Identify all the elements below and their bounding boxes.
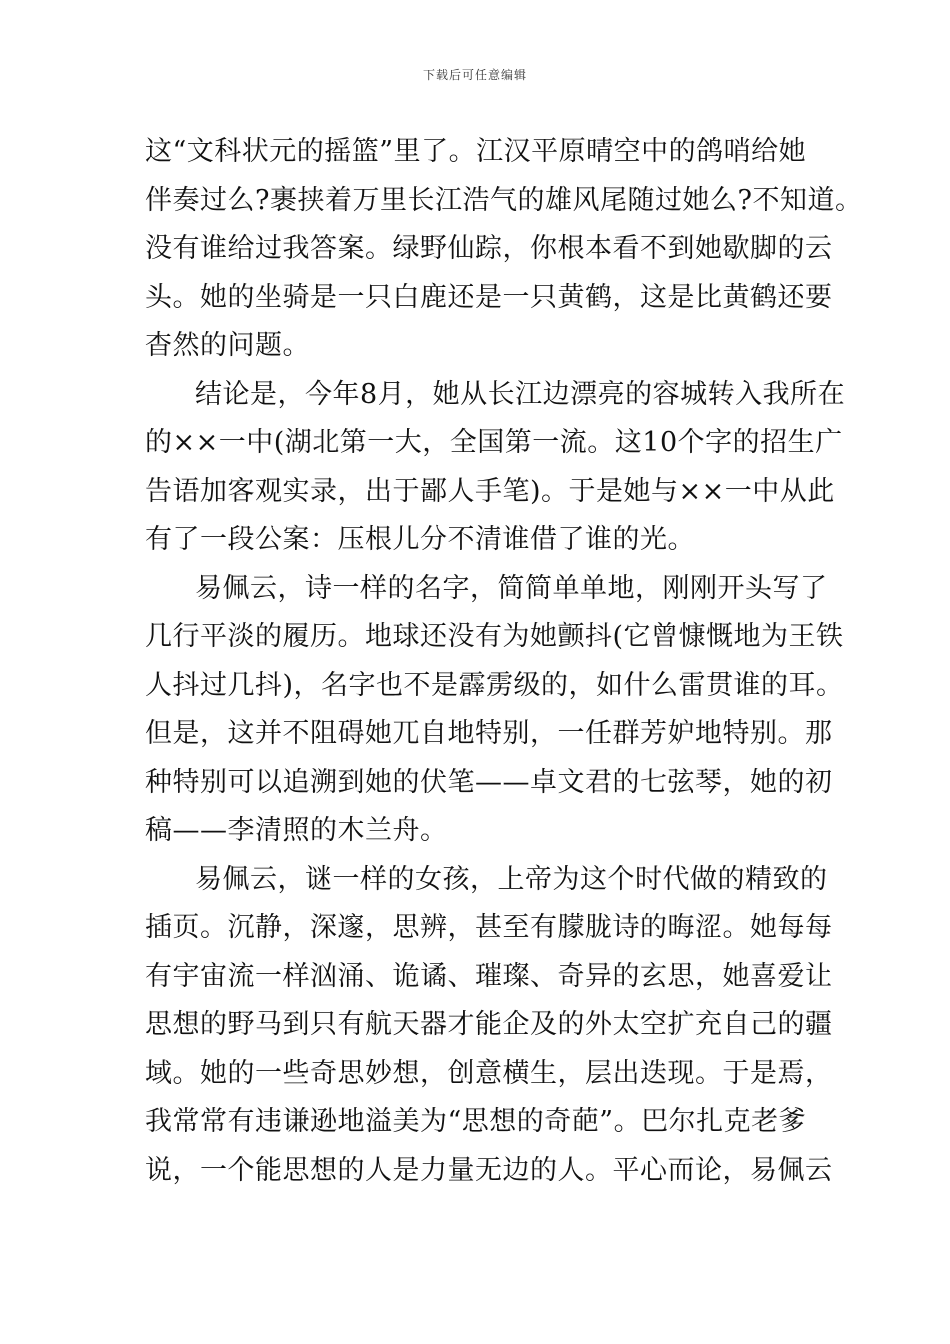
text-line: 但是，这并不阻碍她兀自地特别，一任群芳妒地特别。那 <box>145 718 833 749</box>
text-line: 伴奏过么?裹挟着万里长江浩气的雄风尾随过她么?不知道。 <box>145 184 863 216</box>
text-line: 的××一中(湖北第一大，全国第一流。这10个字的招生广 <box>145 427 843 458</box>
text-line: 插页。沉静，深邃，思辨，甚至有朦胧诗的晦涩。她每每 <box>145 912 833 943</box>
text-line: 我常常有违谦逊地溢美为“思想的奇葩”。巴尔扎克老爹 <box>145 1106 807 1137</box>
text-line: 思想的野马到只有航天器才能企及的外太空扩充自己的疆 <box>145 1009 833 1040</box>
paragraph-first-line: 易佩云，谜一样的女孩，上帝为这个时代做的精致的 <box>195 863 828 895</box>
text-line: 这“文科状元的摇篮”里了。江汉平原晴空中的鸽哨给她 <box>145 136 807 167</box>
paragraph-first-line: 易佩云，诗一样的名字，简简单单地，刚刚开头写了 <box>195 572 828 604</box>
text-line: 杳然的问题。 <box>145 330 310 361</box>
text-line: 有宇宙流一样汹涌、诡谲、璀璨、奇异的玄思，她喜爱让 <box>145 960 833 992</box>
text-line: 稿——李清照的木兰舟。 <box>145 815 448 846</box>
text-line: 人抖过几抖)，名字也不是霹雳级的，如什么雷贯谁的耳。 <box>145 669 844 701</box>
text-line: 告语加客观实录，出于鄙人手笔)。于是她与××一中从此 <box>145 475 835 507</box>
text-line: 有了一段公案：压根儿分不清谁借了谁的光。 <box>145 524 695 555</box>
text-line: 没有谁给过我答案。绿野仙踪，你根本看不到她歇脚的云 <box>145 233 833 264</box>
text-line: 说，一个能思想的人是力量无边的人。平心而论，易佩云 <box>145 1154 833 1186</box>
text-line: 头。她的坐骑是一只白鹿还是一只黄鹤，这是比黄鹤还要 <box>145 281 833 313</box>
document-body <box>145 128 863 1195</box>
text-line: 种特别可以追溯到她的伏笔——卓文君的七弦琴，她的初 <box>145 766 833 798</box>
text-line: 域。她的一些奇思妙想，创意横生，层出迭现。于是焉， <box>145 1057 833 1089</box>
page-header-note: 下载后可任意编辑 <box>422 68 527 82</box>
paragraph-first-line: 结论是，今年8月，她从长江边漂亮的容城转入我所在 <box>195 378 846 410</box>
text-line: 几行平淡的履历。地球还没有为她颤抖(它曾慷慨地为王铁 <box>145 621 844 652</box>
